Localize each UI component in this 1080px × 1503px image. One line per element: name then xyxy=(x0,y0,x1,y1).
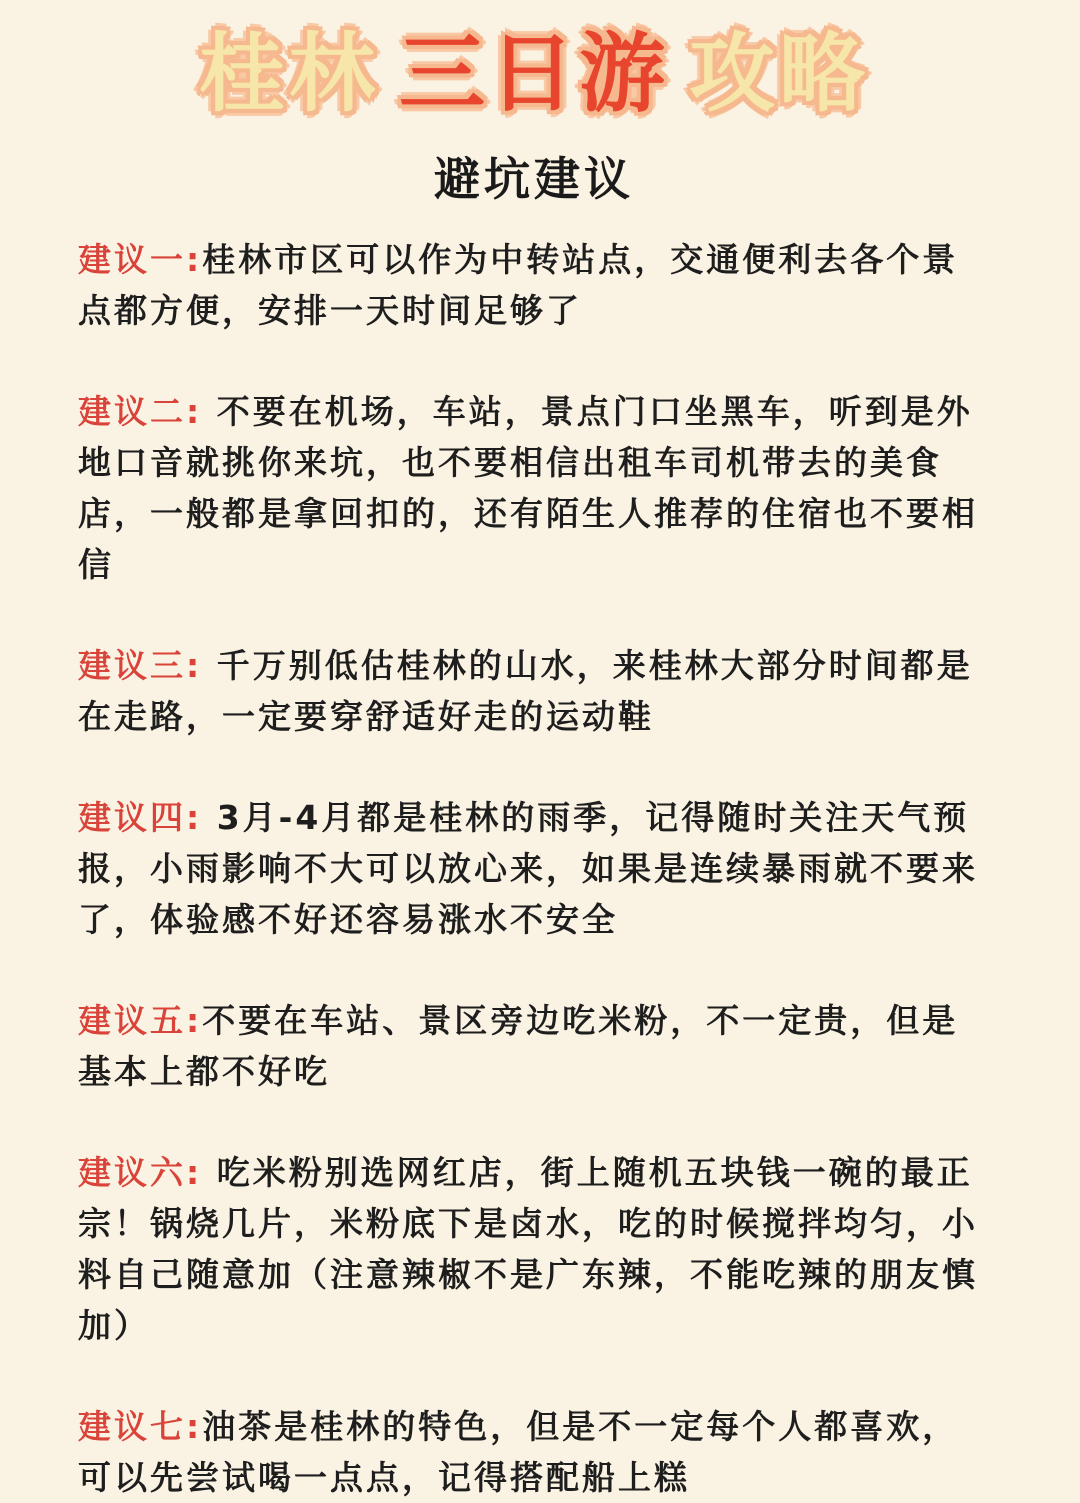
tip-text: 桂林市区可以作为中转站点，交通便利去各个景点都方便，安排一天时间足够了 xyxy=(78,240,959,330)
tip-label: 建议五: xyxy=(78,1001,203,1040)
tip-item xyxy=(78,792,990,945)
title-guide: 攻略 xyxy=(689,24,869,124)
tip-label: 建议一: xyxy=(78,240,203,279)
title-city: 桂林 xyxy=(199,24,379,124)
tip-item xyxy=(78,995,990,1097)
tip-label: 建议四: xyxy=(78,798,203,837)
tip-item xyxy=(78,1401,990,1503)
tip-item xyxy=(78,1147,990,1351)
tip-item xyxy=(78,640,990,742)
tip-item xyxy=(78,234,990,336)
tip-text: 吃米粉别选网红店，街上随机五块钱一碗的最正宗！锅烧几片，米粉底下是卤水，吃的时候搅拌均匀，小料自己随意加（注意辣椒不是广东辣，不能吃辣的朋友慎加） xyxy=(78,1153,978,1345)
page-title xyxy=(78,0,990,126)
tip-text: 不要在机场，车站，景点门口坐黑车，听到是外地口音就挑你来坑，也不要相信出租车司机带去的美食店，一般都是拿回扣的，还有陌生人推荐的住宿也不要相信 xyxy=(78,392,978,584)
tip-item xyxy=(78,386,990,590)
title-duration: 三日游 xyxy=(399,24,669,124)
tip-label: 建议三: xyxy=(78,646,203,685)
tip-text: 3月-4月都是桂林的雨季，记得随时关注天气预报，小雨影响不大可以放心来，如果是连续暴雨就不要来了，体验感不好还容易涨水不安全 xyxy=(78,798,978,939)
subtitle: 避坑建议 xyxy=(434,152,634,206)
tip-text: 不要在车站、景区旁边吃米粉，不一定贵，但是基本上都不好吃 xyxy=(78,1001,959,1091)
tip-label: 建议七: xyxy=(78,1407,203,1446)
tip-label: 建议二: xyxy=(78,392,203,431)
tip-text: 油茶是桂林的特色，但是不一定每个人都喜欢，可以先尝试喝一点点，记得搭配船上糕 xyxy=(78,1407,959,1497)
tip-label: 建议六: xyxy=(78,1153,203,1192)
tips-list xyxy=(78,234,990,1503)
tip-text: 千万别低估桂林的山水，来桂林大部分时间都是在走路，一定要穿舒适好走的运动鞋 xyxy=(78,646,973,736)
